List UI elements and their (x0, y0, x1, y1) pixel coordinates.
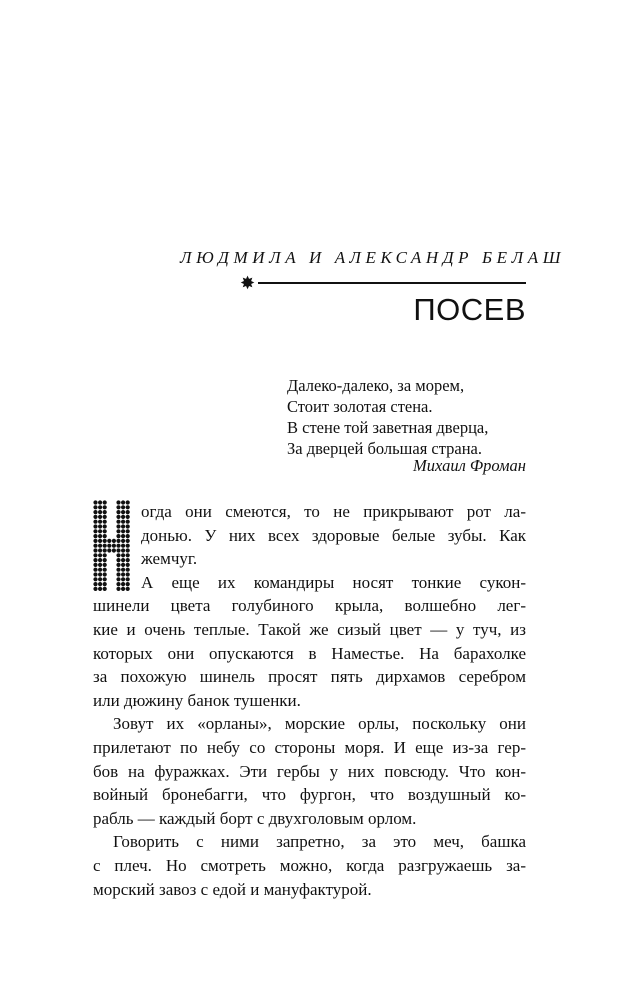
horizontal-rule (258, 282, 526, 284)
text-line: огда они смеются, то не прикрывают рот ла- (141, 502, 526, 521)
text-line: Говорить с ними запретно, за это меч, башка (113, 832, 526, 852)
epigraph-author: Михаил Фроман (412, 456, 526, 475)
text-line: войный бронебагги, что фургон, что воздушный ко- (93, 785, 526, 805)
body-text (93, 500, 526, 901)
epigraph-line: За дверцей большая страна. (287, 439, 483, 458)
text-line: морский завоз с едой и мануфактурой. (93, 879, 372, 899)
text-line: кие и очень теплые. Такой же сизый цвет — у туч, из (93, 619, 526, 639)
epigraph (287, 375, 527, 459)
text-line: которых они опускаются в Наместье. На барахолке (93, 643, 526, 663)
text-line: за похожую шинель просят пять дирхамов серебром (93, 667, 526, 687)
epigraph-line: В стене той заветная дверца, (287, 418, 489, 437)
text-line: или дюжину банок тушенки. (93, 690, 301, 710)
text-line: А еще их командиры носят тонкие сукон- (141, 572, 526, 592)
chapter-title: ПОСЕВ (413, 292, 526, 327)
text-line: жемчуг. (141, 549, 198, 569)
epigraph-line: Далеко-далеко, за морем, (287, 376, 465, 395)
text-line: рабль — каждый борт с двухголовым орлом. (93, 808, 417, 828)
title-rule (240, 274, 526, 292)
text-line: прилетают по небу со стороны моря. И еще из-за гер- (93, 737, 526, 757)
text-line: шинели цвета голубиного крыла, волшебно лег- (93, 596, 526, 616)
text-line: Зовут их «орланы», морские орлы, поскольку они (113, 714, 526, 734)
text-line: бов на фуражках. Эти гербы у них повсюду. Что кон- (93, 761, 526, 781)
text-line: донью. У них всех здоровые белые зубы. Как (141, 525, 526, 545)
text-line: с плеч. Но смотреть можно, когда разгружаешь за- (93, 855, 526, 875)
epigraph-line: Стоит золотая стена. (287, 397, 433, 416)
author-name: ЛЮДМИЛА И АЛЕКСАНДР БЕЛАШ (180, 248, 566, 267)
star-ornament-icon: ✸ (240, 273, 256, 293)
